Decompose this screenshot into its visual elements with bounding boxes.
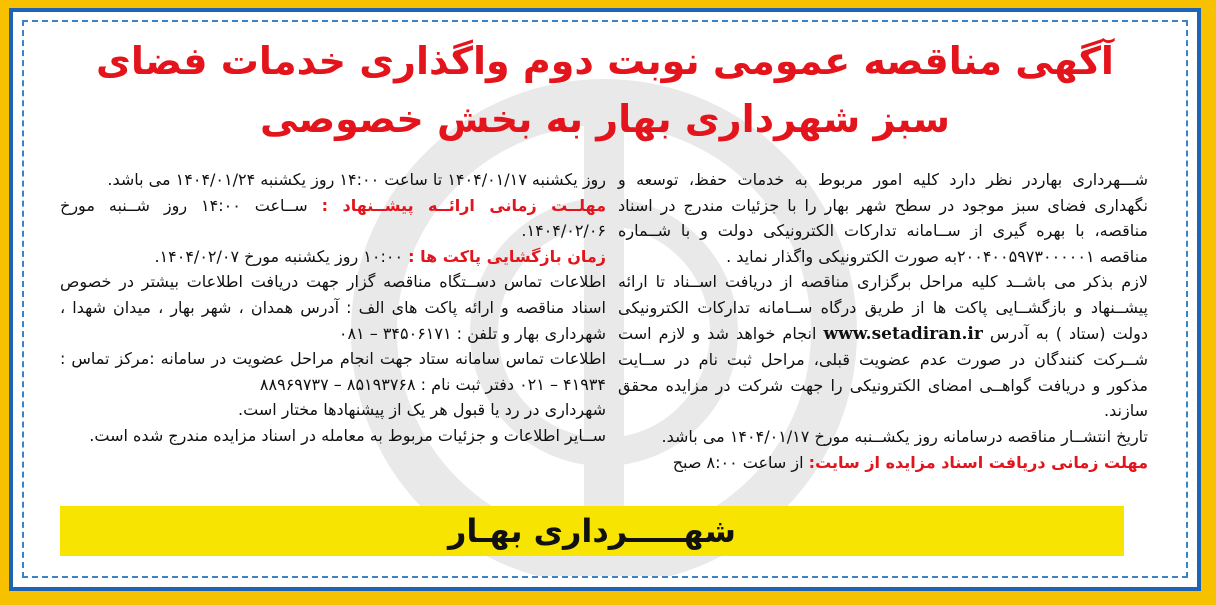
footer-bar — [60, 506, 1124, 556]
deadline-continuation: روز یکشنبه ۱۴۰۴/۰۱/۱۷ تا ساعت ۱۴:۰۰ روز یکشنبه ۱۴۰۴/۰۱/۲۴ می باشد. — [107, 170, 606, 189]
notice-title: آگهی مناقصه عمومی نوبت دوم واگذاری خدمات فضای سبز شهرداری بهار به بخش خصوصی — [96, 39, 1114, 141]
document-deadline-label: مهلت زمانی دریافت اسناد مزایده از سایت: — [808, 452, 1148, 472]
setad-url-link[interactable]: www.setadiran.ir — [823, 323, 983, 344]
offer-deadline — [60, 193, 606, 244]
footer-municipality-name: شهـــــرداری بهـار — [448, 512, 736, 550]
process-text-before: لازم بذکر می باشــد کلیه مراحل برگزاری مناقصه از دریافت اســناد تا ارائه پیشــنهاد و بازگشــایی پاکت ها از طریق درگاه ســامانه تدارکات الکترونیکی دولت (ستاد ) به آدرس — [618, 272, 1148, 343]
offer-deadline-label: مهلــت زمانی ارائــه پیشــنهاد : — [321, 195, 606, 215]
opening-time-text: ۱۰:۰۰ روز یکشنبه مورخ ۱۴۰۴/۰۲/۰۷. — [154, 246, 404, 266]
intro-paragraph: شـــهرداری بهاردر نظر دارد کلیه امور مربوط به خدمات حفظ، توسعه و نگهداری فضای سبز موجود در سطح شهر بهار را با جزئیات مندرج در اسناد مناقصه، با بهره گیری از ســامانه تدارکات الکترونیکی دولت و با شــماره مناقصه ۲۰۰۴۰۰۵۹۷۳۰۰۰۰۰۱به صورت الکترونیکی واگذار نماید . — [618, 170, 1148, 266]
process-text-after: انجام خواهد شد و لازم است شــرکت کنندگان در صورت عدم عضویت قبلی، مراحل ثبت نام در ســایت مذکور و دریافت گواهــی امضای الکترونیکی را جهت شرکت در مزایده محقق سازند. — [618, 323, 1148, 421]
opening-time-label: زمان بازگشایی پاکت ها : — [408, 246, 606, 266]
other-info-paragraph: ســایر اطلاعات و جزئیات مربوط به معامله در اسناد مزایده مندرج شده است. — [89, 425, 606, 445]
opening-time — [60, 244, 606, 270]
contact-paragraph: اطلاعات تماس دســتگاه مناقصه گزار جهت دریافت اطلاعات بیشتر در خصوص اسناد مناقصه و ارائه پاکت های الف : آدرس همدان ، شهر بهار ، میدان شهدا ، شهرداری بهار و تلفن : ۳۴۵۰۶۱۷۱ – ۰۸۱ — [60, 272, 606, 343]
document-deadline — [618, 450, 1148, 476]
right-column — [618, 167, 1148, 475]
setad-contact-paragraph: اطلاعات تماس سامانه ستاد جهت انجام مراحل عضویت در سامانه :مرکز تماس : ۴۱۹۳۴ – ۰۲۱ دفتر ثبت نام : ۸۵۱۹۳۷۶۸ – ۸۸۹۶۹۷۳۷ — [60, 349, 606, 394]
rights-paragraph: شهرداری در رد یا قبول هر یک از پیشنهادها مختار است. — [238, 400, 606, 420]
process-paragraph — [618, 269, 1148, 424]
document-deadline-text: از ساعت ۸:۰۰ صبح — [672, 452, 804, 472]
left-column — [60, 167, 606, 449]
publish-date-paragraph: تاریخ انتشــار مناقصه درسامانه روز یکشــنبه مورخ ۱۴۰۴/۰۱/۱۷ می باشد. — [661, 426, 1148, 446]
offer-deadline-text: ســاعت ۱۴:۰۰ روز شــنبه مورخ ۱۴۰۴/۰۲/۰۶. — [60, 195, 606, 241]
notice-panel — [22, 20, 1188, 578]
